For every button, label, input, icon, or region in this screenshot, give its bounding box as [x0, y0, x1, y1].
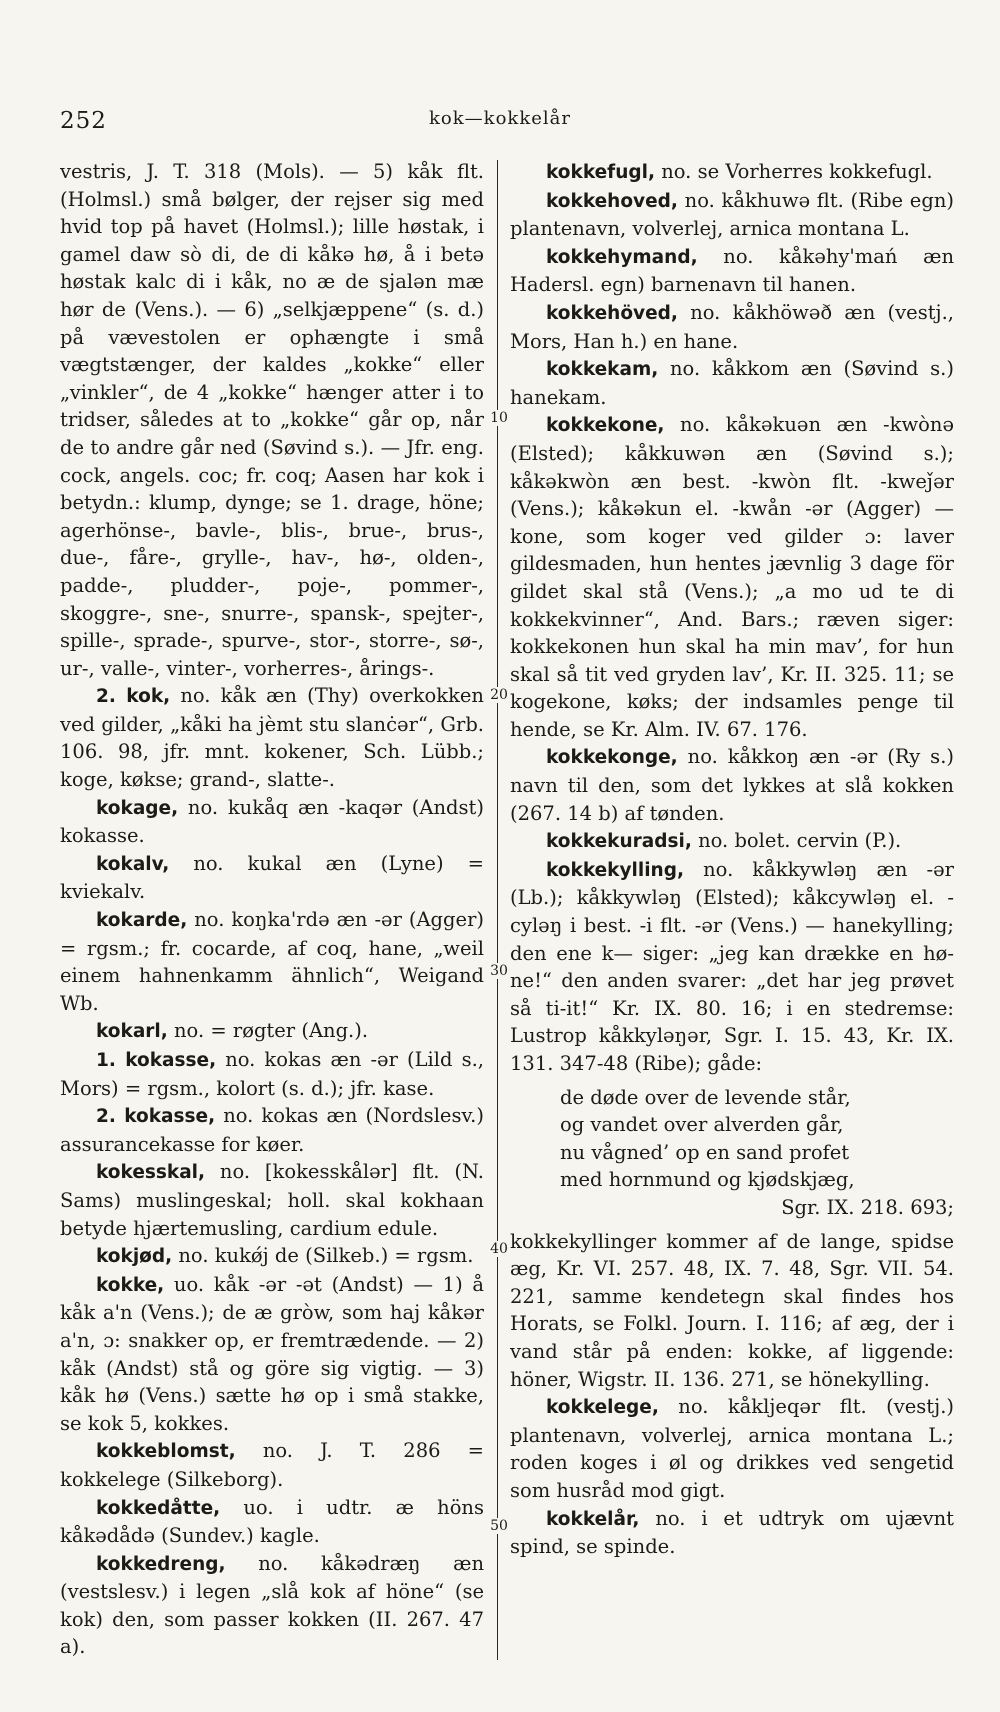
line-number-10: 10	[486, 410, 512, 426]
entry-headword: kokkehymand,	[546, 246, 698, 268]
dictionary-entry	[60, 1017, 484, 1046]
dictionary-entry	[510, 1393, 954, 1504]
entry-headword: kokkelege,	[546, 1397, 659, 1419]
entry-headword: 1. kokasse,	[96, 1050, 217, 1071]
entry-headword: kokke,	[96, 1274, 165, 1296]
dictionary-entry	[60, 158, 484, 682]
entry-headword: kokalv,	[96, 853, 170, 875]
dictionary-entry	[510, 355, 954, 411]
entry-text: no. [kokesskålər] flt. (N. Sams) muslingeskal; holl. skal kokhaan betyde hjærtemusling, cardium edule.	[60, 1160, 484, 1240]
dictionary-entry	[510, 1228, 954, 1394]
entry-text: no. koŋka'rdə æn -ər (Agger) = rgsm.; fr. cocarde, af coq, hane, „weil einem hahnenkamm ähnlich“, Weigand Wb.	[60, 908, 484, 1015]
entry-text: no. kåkljeqər flt. (vestj.) plantenavn, volverlej, arnica montana L.; roden koges i øl og drikkes ved sengetid som husråd mod gigt.	[510, 1395, 954, 1502]
entry-headword: kokkekam,	[546, 359, 659, 381]
entry-text: no. kåkkywləŋ æn -ər (Lb.); kåkkywləŋ (Elsted); kåkcywləŋ el. -cyləŋ i best. -i flt. -ər (Vens.) — hanekylling; den ene k— siger: „jeg kan drække en hø-ne!“ den anden svarer: „det har jeg prøvet så ti-it!“ Kr. IX. 80. 16; i en stedremse: Lustrop kåkkyləŋər, Sgr. I. 15. 43, Kr. IX. 131. 347-48 (Ribe); gåde:	[510, 857, 954, 1075]
entry-headword: 2. kokasse,	[96, 1106, 216, 1128]
line-number-20: 20	[486, 687, 512, 703]
dictionary-entry	[510, 827, 954, 856]
entry-text: no. kåkhöwəð æn (vestj., Mors, Han h.) en hane.	[510, 300, 954, 353]
page-header	[0, 108, 1000, 138]
verse-line: nu vågned’ op en sand profet	[560, 1140, 850, 1164]
entry-text: kokkekyllinger kommer af de lange, spidse æg, Kr. VI. 257. 48, IX. 7. 48, Sgr. VII. 54. 221, samme kendetegn skal findes hos Horats, se Folkl. Journ. I. 116; af æg, der i vand står på enden: kokke, af liggende: höner, Wigstr. II. 136. 271, se hönekylling.	[510, 1229, 954, 1391]
entry-headword: kokkelår,	[546, 1508, 640, 1530]
entry-text: uo. kåk -ər -ət (Andst) — 1) å kåk a'n (Vens.); de æ gròw, som haj kåkər a'n, ɔ: snakker op, er fremtrædende. — 2) kåk (Andst) stå og göre sig vigtig. — 3) kåk hø (Vens.) sætte hø op i små stakke, se kok 5, kokkes.	[60, 1272, 485, 1435]
entry-text: no. se Vorherres kokkefugl.	[661, 160, 933, 183]
entry-text: no. kåkəkuən æn -kwònə (Elsted); kåkkuwən æn (Søvind s.); kåkəkwòn æn best. -kwòn flt. -kweǰər (Vens.); kåkəkun el. -kwån -ər (Agger) — kone, som koger ved gilder ɔ: laver gildesmaden, hun hentes jævnlig 3 dage för gildet skal stå (Vens.); „a mo ud te di kokkekvinner“, And. Bars.; ræven siger: kokkekonen hun skal ha min mav’, for hun skal så tit ved gryden lav’, Kr. II. 325. 11; se kogekone, køks; der indsamles penge til hende, se Kr. Alm. IV. 67. 176.	[510, 413, 954, 741]
entry-text: no. kåkhuwə flt. (Ribe egn) plantenavn, volverlej, arnica montana L.	[510, 188, 954, 241]
entry-headword: 2. kok,	[96, 686, 171, 708]
dictionary-entry	[510, 243, 954, 299]
entry-headword: kokkeblomst,	[96, 1441, 236, 1463]
entry-headword: kokjød,	[96, 1246, 173, 1268]
dictionary-entry	[510, 158, 954, 187]
entry-text: no. kåkəhy'mań æn Hadersl. egn) barnenavn til hanen.	[510, 244, 954, 297]
entry-headword: kokkekone,	[546, 415, 665, 437]
dictionary-entry	[510, 743, 954, 827]
dictionary-entry	[60, 1437, 484, 1493]
entry-text: no. kokas æn (Nordslesv.) assurancekasse for køer.	[60, 1104, 484, 1156]
entry-headword: kokarl,	[96, 1021, 168, 1043]
verse-source: Sgr. IX. 218. 693;	[781, 1195, 954, 1219]
dictionary-entry	[60, 1158, 484, 1242]
dictionary-entry	[60, 850, 484, 906]
entry-headword: kokkedåtte,	[96, 1497, 221, 1519]
entry-text: no. kukåq æn -kaqər (Andst) kokasse.	[60, 795, 484, 848]
dictionary-entry	[60, 794, 484, 850]
verse-line: og vandet over alverden går,	[560, 1113, 844, 1137]
entry-headword: kokkefugl,	[546, 162, 656, 183]
entry-text: no. kåkkom æn (Søvind s.) hanekam.	[510, 357, 954, 409]
entry-text: no. bolet. cervin (P.).	[698, 829, 902, 853]
line-number-30: 30	[486, 963, 512, 979]
dictionary-entry	[510, 1505, 954, 1561]
dictionary-entry	[60, 1242, 484, 1271]
entry-headword: kokkekuradsi,	[546, 831, 692, 853]
entry-headword: kokkedreng,	[96, 1553, 226, 1575]
dictionary-entry	[510, 299, 954, 355]
entry-text: no. i et udtryk om ujævnt spind, se spinde.	[510, 1506, 955, 1559]
verse-line: med hornmund og kjødskjæg,	[560, 1168, 855, 1192]
entry-headword: kokkekonge,	[546, 747, 678, 769]
verse-line: de døde over de levende står,	[560, 1085, 851, 1109]
entry-text: no. kukǿj de (Silkeb.) = rgsm.	[178, 1244, 474, 1268]
running-head: kok—kokkelår	[429, 108, 571, 129]
left-column	[60, 158, 484, 1661]
entry-headword: kokkehöved,	[546, 302, 678, 324]
column-divider	[497, 160, 498, 1660]
entry-text: no. kokas æn -ər (Lild s., Mors) = rgsm., kolort (s. d.); jfr. kase.	[60, 1048, 484, 1100]
entry-headword: kokkehoved,	[546, 190, 678, 212]
dictionary-entry	[60, 1102, 484, 1158]
dictionary-entry	[510, 856, 954, 1078]
dictionary-entry	[60, 682, 484, 793]
entry-headword: kokkekylling,	[546, 859, 685, 881]
entry-text: no. kåkkoŋ æn -ər (Ry s.) navn til den, som det lykkes at slå kokken (267. 14 b) af tønden.	[510, 745, 954, 825]
entry-text: no. kåk æn (Thy) overkokken ved gilder, „kåki ha jèmt stu slanċər“, Grb. 106. 98, jfr. mnt. kokener, Sch. Lübb.; koge, køkse; grand-, slatte-.	[60, 684, 484, 792]
dictionary-entry	[510, 187, 954, 243]
entry-headword: kokesskal,	[96, 1162, 206, 1184]
dictionary-entry	[60, 1271, 484, 1438]
verse-block	[510, 1084, 954, 1222]
entry-text: no. kukal æn (Lyne) = kviekalv.	[60, 851, 484, 904]
dictionary-entry	[60, 906, 484, 1017]
dictionary-entry	[60, 1494, 484, 1550]
entry-text: no. kåkədræŋ æn (vestslesv.) i legen „slå kok af höne“ (se kok) den, som passer kokken (II. 267. 47 a).	[60, 1551, 485, 1659]
entry-text: uo. i udtr. æ höns kåkədådə (Sundev.) kagle.	[60, 1495, 484, 1548]
page-number: 252	[60, 108, 107, 134]
line-number-40: 40	[486, 1241, 512, 1257]
entry-text: no. J. T. 286 = kokkelege (Silkeborg).	[60, 1439, 484, 1491]
entry-headword: kokarde,	[96, 910, 188, 932]
line-number-50: 50	[486, 1518, 512, 1534]
entry-text: no. = røgter (Ang.).	[174, 1019, 369, 1043]
right-column	[510, 158, 954, 1561]
dictionary-entry	[60, 1550, 484, 1661]
dictionary-entry	[60, 1046, 484, 1102]
entry-headword: kokage,	[96, 797, 179, 819]
entry-text: vestris, J. T. 318 (Mols). — 5) kåk flt. (Holmsl.) små bølger, der rejser sig med hvid top på havet (Holmsl.); lille høstak, i gamel daw sò di, de di kåkə hø, å i betə høstak kalc di i kåk, no æ de sjalən mæ hør de (Vens.). — 6) „selkjæppene“ (s. d.) på vævestolen er ophængte i små vægtstænger, der kaldes „kokke“ eller „vinkler“, de 4 „kokke“ hænger atter i to tridser, således at to „kokke“ går op, når de to andre går ned (Søvind s.). — Jfr. eng. cock, angels. coc; fr. coq; Aasen har kok i betydn.: klump, dynge; se 1. drage, höne; agerhönse-, bavle-, blis-, brue-, brus-, due-, fåre-, grylle-, hav-, hø-, olden-, padde-, pludder-, poje-, pommer-, skoggre-, sne-, snurre-, spansk-, spejter-, spille-, sprade-, spurve-, stor-, storre-, sø-, ur-, valle-, vinter-, vorherres-, årings-.	[60, 160, 484, 680]
dictionary-entry	[510, 411, 954, 743]
